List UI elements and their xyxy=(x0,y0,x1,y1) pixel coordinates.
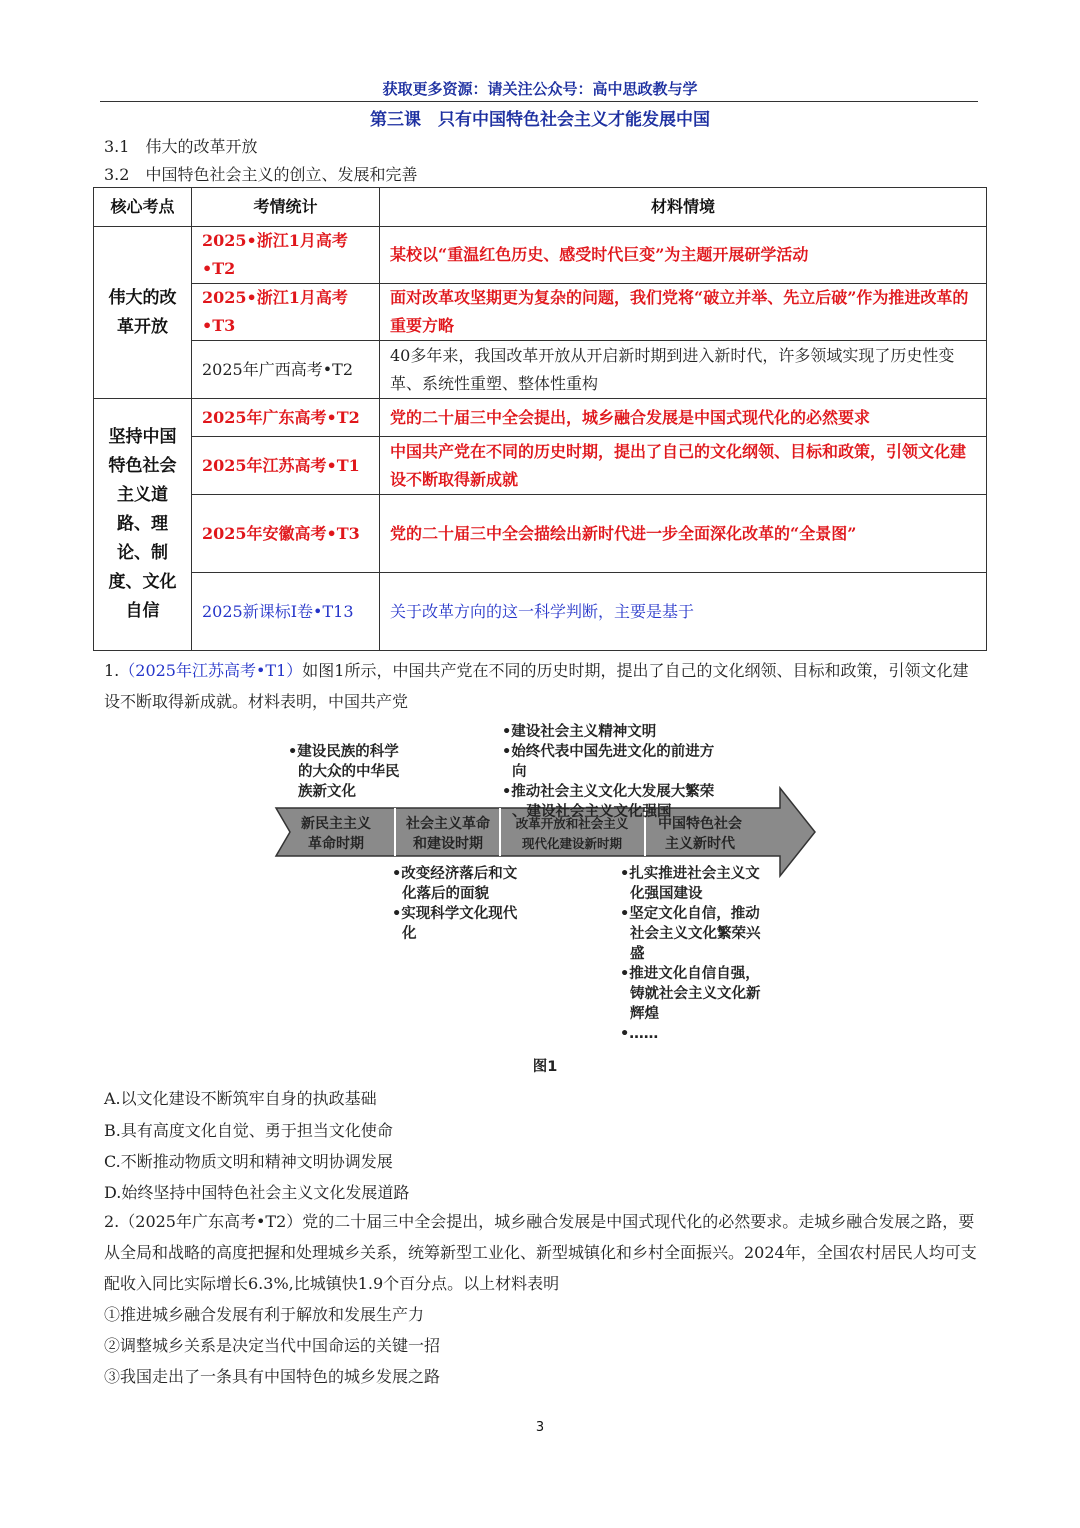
question-2-item-1: ①推进城乡融合发展有利于解放和发展生产力 xyxy=(104,1305,425,1324)
figure-note-bottom-right: 辉煌 xyxy=(630,1006,659,1022)
section-3-1: 3.1 伟大的改革开放 xyxy=(104,137,258,156)
lesson-title: 第三课 只有中国特色社会主义才能发展中国 xyxy=(370,110,710,130)
question-1-text: 如图1所示，中国共产党在不同的历史时期，提出了自己的文化纲领、目标和政策，引领文化建设不断取得新成就。材料表明，中国共产党 xyxy=(104,661,969,711)
header-core: 核心考点 xyxy=(94,188,192,227)
figure-note-bottom-right: 铸就社会主义文化新 xyxy=(630,986,761,1002)
core-point-reform: 伟大的改革开放 xyxy=(94,227,192,399)
figure-note-bottom-right: •…… xyxy=(620,1026,659,1042)
page-header: 获取更多资源：请关注公众号：高中思政教与学 xyxy=(382,80,698,98)
figure-note-bottom-right: •坚定文化自信，推动 xyxy=(620,906,760,922)
material-cell: 党的二十届三中全会描绘出新时代进一步全面深化改革的“全景图” xyxy=(380,495,987,573)
period-label: 主义新时代 xyxy=(665,836,735,852)
figure-note-bottom-right: •扎实推进社会主义文 xyxy=(620,866,760,882)
stat-cell: 2025年安徽高考•T3 xyxy=(192,495,380,573)
question-2-item-2: ②调整城乡关系是决定当代中国命运的关键一招 xyxy=(104,1336,441,1355)
material-cell: 党的二十届三中全会提出，城乡融合发展是中国式现代化的必然要求 xyxy=(380,399,987,437)
figure-note-bottom-right: 化强国建设 xyxy=(630,886,703,902)
stat-cell: 2025新课标Ⅰ卷•T13 xyxy=(192,573,380,651)
period-label: 中国特色社会 xyxy=(658,816,742,832)
option-b: B.具有高度文化自觉、勇于担当文化使命 xyxy=(104,1121,393,1140)
figure-1-timeline xyxy=(270,716,830,1080)
header-material: 材料情境 xyxy=(380,188,987,227)
figure-note-top-right: •建设社会主义精神文明 xyxy=(502,724,657,740)
stat-cell: 2025年江苏高考•T1 xyxy=(192,437,380,495)
figure-note-top-right: 向 xyxy=(512,764,527,780)
period-label: 新民主主义 xyxy=(301,816,371,832)
question-1-source: （2025年江苏高考•T1） xyxy=(119,661,303,680)
question-2-item-3: ③我国走出了一条具有中国特色的城乡发展之路 xyxy=(104,1367,441,1386)
period-label: 和建设时期 xyxy=(413,836,483,852)
question-1-stem xyxy=(104,655,980,717)
core-point-confidence: 坚持中国特色社会主义道路、理论、制度、文化自信 xyxy=(94,399,192,651)
section-3-2: 3.2 中国特色社会主义的创立、发展和完善 xyxy=(104,165,418,184)
header-stat: 考情统计 xyxy=(192,188,380,227)
material-cell: 某校以“重温红色历史、感受时代巨变”为主题开展研学活动 xyxy=(380,227,987,284)
table-row xyxy=(94,341,987,399)
period-label: 革命时期 xyxy=(308,836,364,852)
figure-note-bottom-left: •实现科学文化现代 xyxy=(392,906,518,922)
figure-note-top-right: 、建设社会主义文化强国 xyxy=(512,804,672,820)
material-cell: 关于改革方向的这一科学判断，主要是基于 xyxy=(380,573,987,651)
exam-stat-table xyxy=(93,187,987,651)
stat-cell: 2025年广东高考•T2 xyxy=(192,399,380,437)
question-2-source: 2.（2025年广东高考•T2） xyxy=(104,1212,303,1231)
figure-note-top-left: •建设民族的科学 xyxy=(288,744,399,760)
stat-cell: 2025•浙江1月高考•T3 xyxy=(192,284,380,341)
table-row xyxy=(94,227,987,284)
figure-note-bottom-right: 社会主义文化繁荣兴 xyxy=(630,926,761,942)
table-row xyxy=(94,437,987,495)
figure-note-top-right: •推动社会主义文化大发展大繁荣 xyxy=(502,784,715,800)
material-cell: 40多年来，我国改革开放从开启新时期到进入新时代，许多领域实现了历史性变革、系统性重塑、整体性重构 xyxy=(380,341,987,399)
table-row xyxy=(94,284,987,341)
stat-cell: 2025•浙江1月高考•T2 xyxy=(192,227,380,284)
table-row xyxy=(94,573,987,651)
page-number: 3 xyxy=(535,1420,545,1435)
figure-caption: 图1 xyxy=(532,1059,558,1075)
option-c: C.不断推动物质文明和精神文明协调发展 xyxy=(104,1152,393,1171)
stat-cell: 2025年广西高考•T2 xyxy=(192,341,380,399)
question-1-number: 1. xyxy=(104,661,120,680)
figure-note-bottom-right: 盛 xyxy=(630,946,645,962)
table-header-row xyxy=(94,188,987,227)
period-label: 社会主义革命 xyxy=(406,816,490,832)
question-2-stem xyxy=(104,1206,980,1299)
table-row xyxy=(94,495,987,573)
material-cell: 面对改革攻坚期更为复杂的问题，我们党将“破立并举、先立后破”作为推进改革的重要方略 xyxy=(380,284,987,341)
figure-note-top-left: 族新文化 xyxy=(298,784,356,800)
option-d: D.始终坚持中国特色社会主义文化发展道路 xyxy=(104,1183,410,1202)
table-row xyxy=(94,399,987,437)
header-divider xyxy=(100,101,978,102)
period-label: 改革开放和社会主义 xyxy=(515,816,629,831)
question-2-text: 党的二十届三中全会提出，城乡融合发展是中国式现代化的必然要求。走城乡融合发展之路，要从全局和战略的高度把握和处理城乡关系，统筹新型工业化、新型城镇化和乡村全面振兴。2024年，全国农村居民人均可支配收入同比实际增长6.3%,比城镇快1.9个百分点。以上材料表明 xyxy=(104,1212,977,1293)
period-label: 现代化建设新时期 xyxy=(521,836,623,851)
figure-note-top-right: •始终代表中国先进文化的前进方 xyxy=(502,744,715,760)
figure-note-bottom-left: 化落后的面貌 xyxy=(402,886,489,902)
figure-note-bottom-right: •推进文化自信自强， xyxy=(620,966,760,982)
figure-note-bottom-left: •改变经济落后和文 xyxy=(392,866,518,882)
option-a: A.以文化建设不断筑牢自身的执政基础 xyxy=(104,1089,377,1108)
figure-note-top-left: 的大众的中华民 xyxy=(298,764,400,780)
figure-note-bottom-left: 化 xyxy=(402,926,417,942)
material-cell: 中国共产党在不同的历史时期，提出了自己的文化纲领、目标和政策，引领文化建设不断取得新成就 xyxy=(380,437,987,495)
